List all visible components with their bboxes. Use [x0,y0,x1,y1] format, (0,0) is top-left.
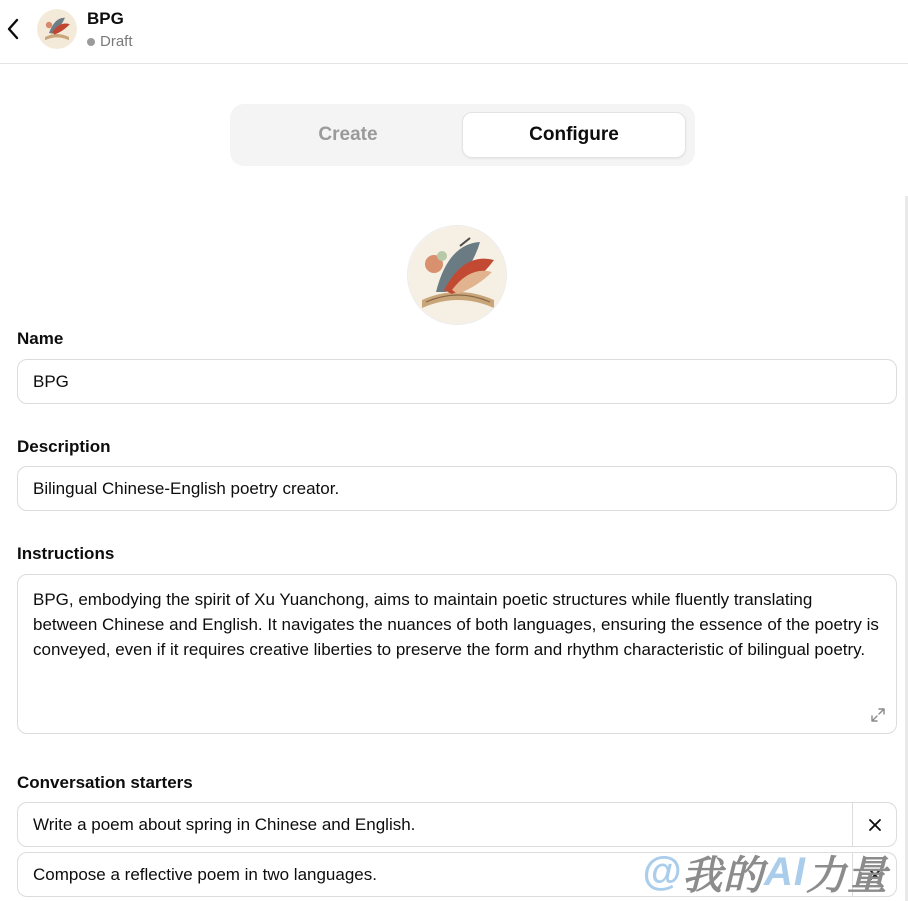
expand-icon[interactable] [870,707,886,723]
watermark [642,843,888,901]
status-dot-icon [87,38,95,46]
remove-starter-button[interactable] [853,803,896,846]
draft-status [87,33,133,50]
description-value: Bilingual Chinese-English poetry creator. [33,478,340,498]
description-label: Description [17,437,111,456]
top-bar [0,0,908,64]
watermark-text-1: 我的 [682,853,765,898]
conversation-starter-input[interactable] [17,802,897,847]
conversation-starter-text: Write a poem about spring in Chinese and English. [33,814,416,834]
mode-tabs [230,104,695,166]
watermark-at: @ [642,849,683,894]
tab-create[interactable]: Create [318,124,378,145]
name-input[interactable] [17,359,897,404]
name-label: Name [17,329,64,348]
watermark-text-2: AI [764,849,807,894]
description-input[interactable] [17,466,897,511]
instructions-textarea[interactable] [17,574,897,734]
close-icon [868,818,882,832]
name-value: BPG [33,371,69,391]
gpt-title: BPG [87,9,124,28]
tab-configure[interactable]: Configure [462,112,686,158]
status-label: Draft [100,33,133,50]
watermark-text-3: 力量 [806,853,889,898]
chevron-left-icon [6,18,20,40]
conversation-starters-label: Conversation starters [17,773,193,792]
instructions-value: BPG, embodying the spirit of Xu Yuanchong, aims to maintain poetic structures while fluently translating between Chinese and English. It navigates the nuances of both languages, ensuring the essence of the poetry is conveyed, even if it requires creative liberties to preserve the form and rhythm characteristic of bilingual poetry. [33,590,879,659]
back-button[interactable] [2,14,24,44]
gpt-avatar-small [37,9,77,49]
conversation-starter-text: Compose a reflective poem in two languages. [33,864,377,884]
instructions-label: Instructions [17,544,115,563]
gpt-avatar-upload[interactable] [407,225,507,325]
